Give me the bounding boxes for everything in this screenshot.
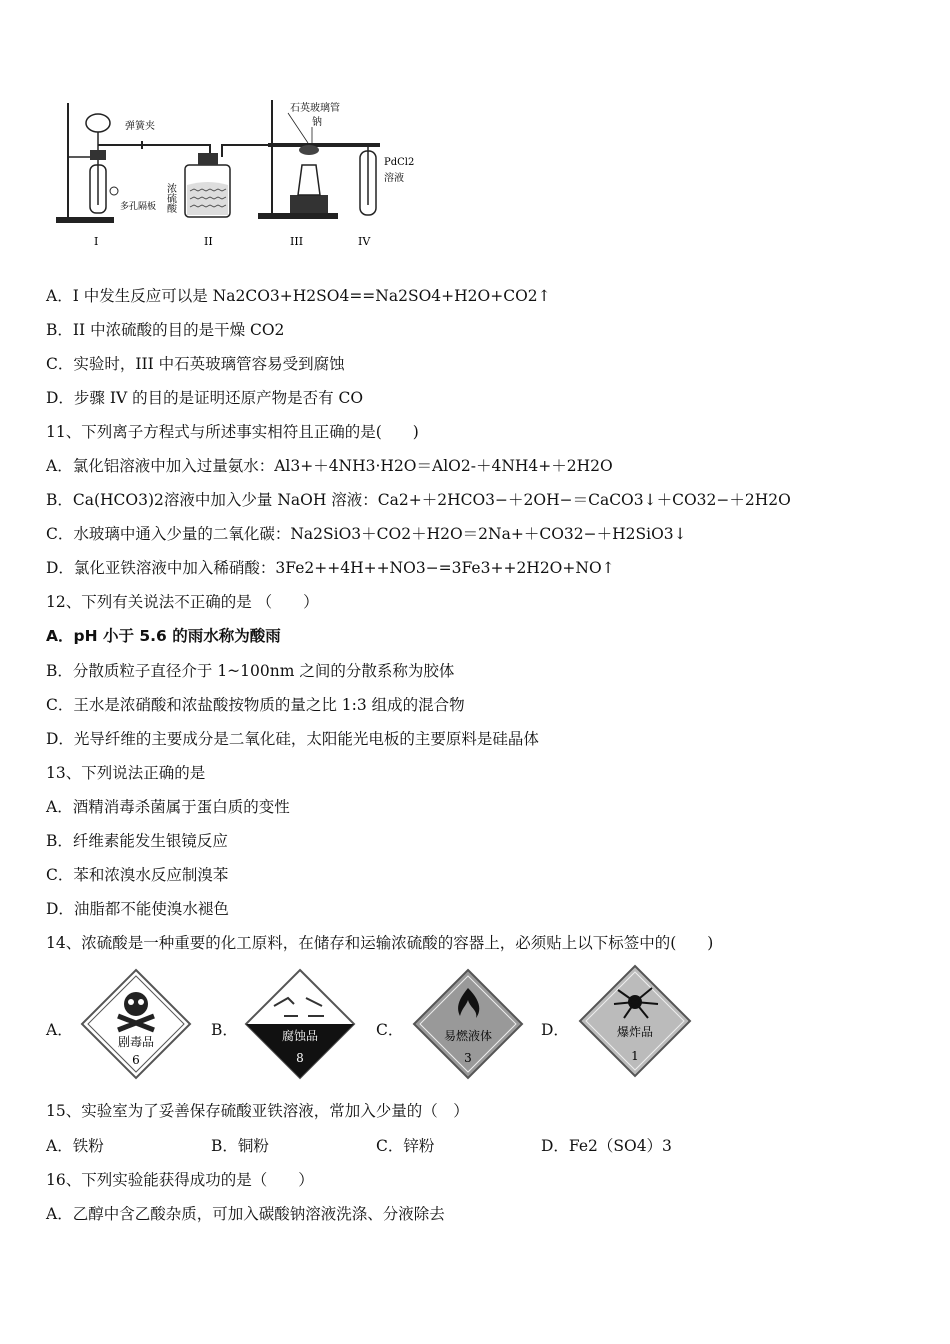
q10-option-d: D．步骤 IV 的目的是证明还原产物是否有 CO: [46, 389, 364, 407]
q12-option-c: C．王水是浓硝酸和浓盐酸按物质的量之比 1:3 组成的混合物: [46, 696, 465, 714]
toxic-label-icon: [80, 968, 192, 1080]
roman-label-4: IV: [358, 235, 371, 248]
q16-stem: 16、下列实验能获得成功的是（ ）: [46, 1171, 314, 1189]
q11-option-d: D．氯化亚铁溶液中加入稀硝酸：3Fe2++4H++NO3−=3Fe3++2H2O+NO↑: [46, 559, 615, 577]
q15-option-d: D．Fe2（SO4）3: [541, 1137, 672, 1155]
explosive-label-icon: [578, 964, 692, 1078]
q13-option-b: B．纤维素能发生银镜反应: [46, 832, 228, 850]
q15-option-b: B．铜粉: [211, 1137, 269, 1155]
flammable-label-text: 易燃液体: [443, 1029, 493, 1043]
q11-stem: 11、下列离子方程式与所述事实相符且正确的是( ): [46, 423, 419, 441]
roman-label-1: I: [94, 235, 99, 248]
q14-letter-c: C．: [376, 1021, 404, 1039]
spring-clip-label: 弹簧夹: [125, 121, 155, 132]
q11-option-b: B．Ca(HCO3)2溶液中加入少量 NaOH 溶液：Ca2+＋2HCO3−＋2OH−＝CaCO3↓＋CO32−＋2H2O: [46, 491, 791, 509]
q15-option-c: C．锌粉: [376, 1137, 435, 1155]
q14-letter-a: A．: [46, 1021, 73, 1039]
q10-option-c: C．实验时，III 中石英玻璃管容易受到腐蚀: [46, 355, 345, 373]
q14-stem: 14、浓硫酸是一种重要的化工原料，在储存和运输浓硫酸的容器上，必须贴上以下标签中的( ): [46, 934, 714, 952]
sodium-label: 钠: [312, 117, 322, 128]
corrosive-label-icon: [244, 968, 356, 1080]
toxic-label-text: 剧毒品: [117, 1035, 155, 1049]
pdcl2-solution-label: 溶液: [384, 173, 404, 184]
corrosive-label-text: 腐蚀品: [281, 1029, 319, 1043]
apparatus-diagram: [50, 95, 430, 255]
q16-option-a: A．乙醇中含乙酸杂质，可加入碳酸钠溶液洗涤、分液除去: [46, 1205, 445, 1223]
q12-option-a: A．pH 小于 5.6 的雨水称为酸雨: [46, 627, 281, 645]
toxic-label-num: 6: [132, 1053, 140, 1067]
q15-stem: 15、实验室为了妥善保存硫酸亚铁溶液，常加入少量的（ ）: [46, 1102, 469, 1120]
q14-letter-d: D．: [541, 1021, 569, 1039]
q15-option-a: A．铁粉: [46, 1137, 104, 1155]
q12-option-d: D．光导纤维的主要成分是二氧化硅，太阳能光电板的主要原料是硅晶体: [46, 730, 539, 748]
conc-acid-label: 浓硫酸: [164, 183, 176, 213]
q10-option-a: A．I 中发生反应可以是 Na2CO3+H2SO4==Na2SO4+H2O+CO2↑: [46, 287, 551, 305]
roman-label-2: II: [204, 235, 213, 248]
q12-option-b: B．分散质粒子直径介于 1~100nm 之间的分散系称为胶体: [46, 662, 455, 680]
q12-stem: 12、下列有关说法不正确的是 （ ）: [46, 593, 319, 611]
q14-letter-b: B．: [211, 1021, 238, 1039]
q11-option-c: C．水玻璃中通入少量的二氧化碳：Na2SiO3＋CO2＋H2O＝2Na+＋CO32−＋H2SiO3↓: [46, 525, 687, 543]
explosive-label-text: 爆炸品: [616, 1025, 654, 1039]
q13-stem: 13、下列说法正确的是: [46, 764, 206, 782]
q15-options: [46, 1136, 706, 1156]
roman-label-3: III: [290, 235, 304, 248]
flammable-label-num: 3: [464, 1051, 472, 1065]
q13-option-d: D．油脂都不能使溴水褪色: [46, 900, 229, 918]
flammable-label-icon: [412, 968, 524, 1080]
porous-plate-label: 多孔隔板: [120, 202, 157, 212]
quartz-tube-label: 石英玻璃管: [290, 103, 340, 114]
pdcl2-label: PdCl2: [384, 157, 415, 168]
explosive-label-num: 1: [631, 1049, 639, 1063]
q13-option-c: C．苯和浓溴水反应制溴苯: [46, 866, 229, 884]
q10-option-b: B．II 中浓硫酸的目的是干燥 CO2: [46, 321, 285, 339]
corrosive-label-num: 8: [296, 1051, 304, 1065]
q11-option-a: A．氯化铝溶液中加入过量氨水：Al3+＋4NH3·H2O＝AlO2-＋4NH4+＋2H2O: [46, 457, 613, 475]
q13-option-a: A．酒精消毒杀菌属于蛋白质的变性: [46, 798, 290, 816]
